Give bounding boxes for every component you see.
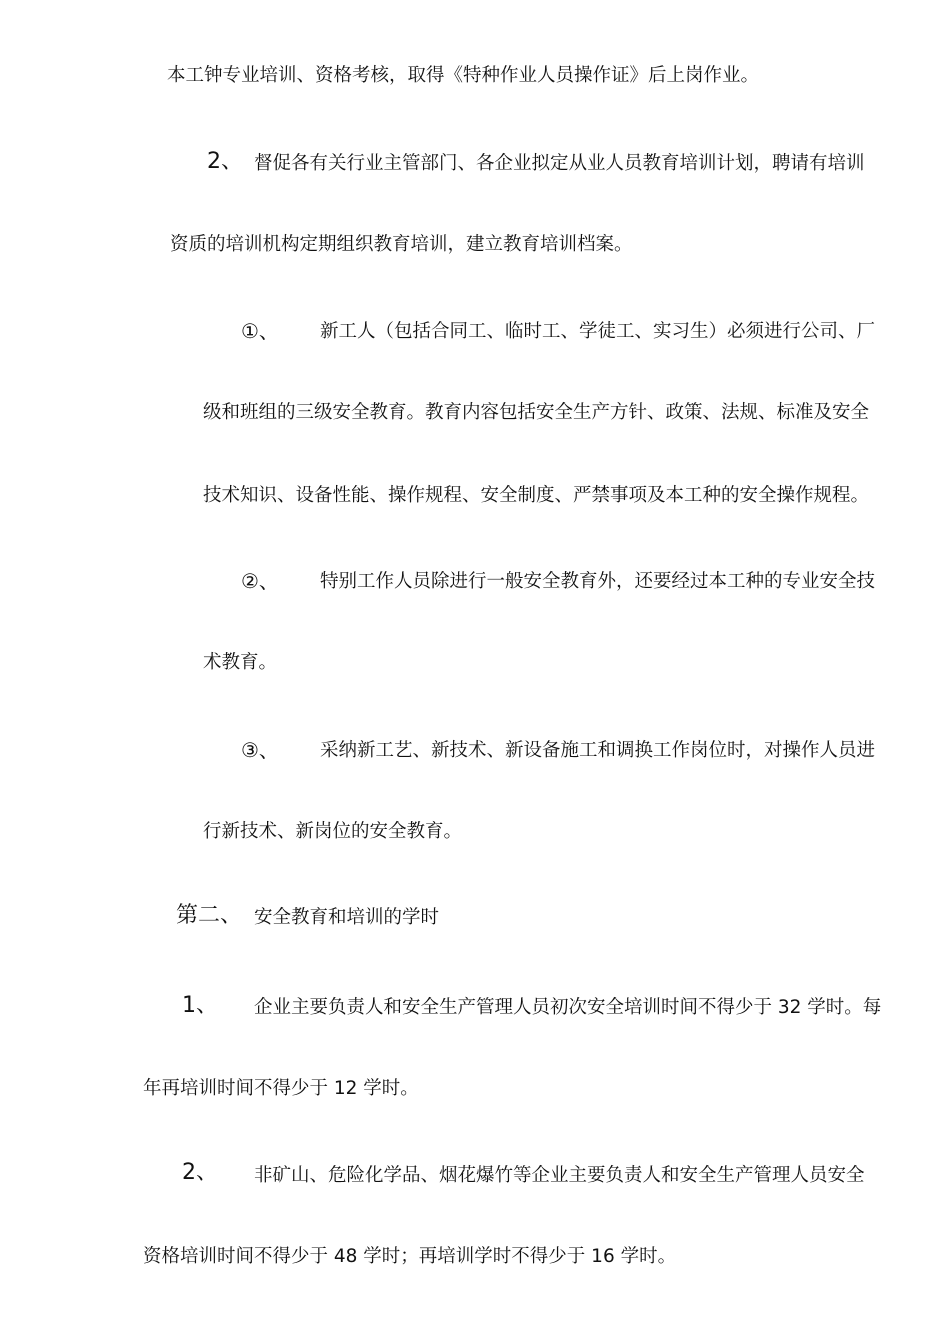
- section-heading-marker: 第二、: [176, 903, 243, 928]
- s2-item1-line2: 年再培训时间不得少于 12 学时。: [143, 1078, 419, 1099]
- sub2-line1: 特别工作人员除进行一般安全教育外，还要经过本工种的专业安全技: [320, 571, 876, 592]
- sub-marker-1: ①、: [241, 319, 279, 343]
- sub3-line1: 采纳新工艺、新技术、新设备施工和调换工作岗位时，对操作人员进: [320, 740, 876, 761]
- sub2-line2: 术教育。: [203, 652, 278, 673]
- s2-item2-line1: 非矿山、危险化学品、烟花爆竹等企业主要负责人和安全生产管理人员安全: [254, 1165, 865, 1186]
- sub1-line1: 新工人（包括合同工、临时工、学徒工、实习生）必须进行公司、厂: [320, 321, 876, 342]
- paragraph-continuation: 本工钟专业培训、资格考核，取得《特种作业人员操作证》后上岗作业。: [167, 65, 760, 86]
- sub1-line2: 级和班组的三级安全教育。教育内容包括安全生产方针、政策、法规、标准及安全: [203, 402, 870, 423]
- item2-line1: 督促各有关行业主管部门、各企业拟定从业人员教育培训计划，聘请有培训: [254, 153, 865, 174]
- s2-item2-line2: 资格培训时间不得少于 48 学时；再培训学时不得少于 16 学时。: [143, 1246, 677, 1267]
- list-marker-2: 2、: [207, 149, 243, 174]
- s2-item1-line1: 企业主要负责人和安全生产管理人员初次安全培训时间不得少于 32 学时。每: [254, 997, 882, 1018]
- list-marker-s2-1: 1、: [182, 993, 218, 1018]
- sub1-line3: 技术知识、设备性能、操作规程、安全制度、严禁事项及本工种的安全操作规程。: [203, 485, 870, 506]
- item2-line2: 资质的培训机构定期组织教育培训，建立教育培训档案。: [170, 234, 633, 255]
- section-heading-title: 安全教育和培训的学时: [254, 907, 440, 928]
- sub-marker-3: ③、: [241, 738, 279, 762]
- sub-marker-2: ②、: [241, 569, 279, 593]
- sub3-line2: 行新技术、新岗位的安全教育。: [203, 821, 463, 842]
- list-marker-s2-2: 2、: [182, 1160, 218, 1185]
